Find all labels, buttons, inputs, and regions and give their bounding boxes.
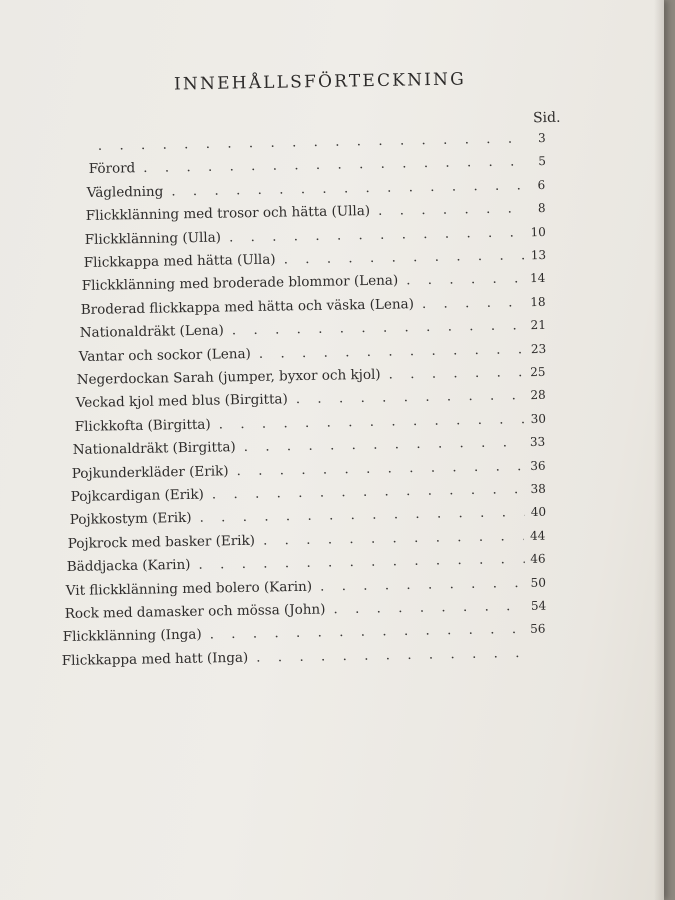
toc-entry-page-number: 18 (530, 294, 546, 309)
toc-entry-page-number: 36 (530, 458, 546, 473)
toc-entry-page-number: 28 (530, 388, 546, 403)
toc-leader-dots (256, 645, 526, 666)
toc-leader-dots (244, 434, 525, 455)
toc-leader-dots (232, 317, 525, 338)
toc-entry-page-number: 21 (530, 318, 546, 333)
toc-entry (73, 434, 546, 462)
toc-entry-page-number: 10 (530, 224, 546, 239)
toc-entry (62, 644, 546, 672)
toc-entry (79, 317, 545, 345)
toc-entry-title: Pojkrock med basker (Erik) (68, 532, 256, 552)
toc-entry-title: Vantar och sockor (Lena) (78, 345, 251, 365)
toc-leader-dots (258, 341, 524, 362)
toc-entry-page-number: 25 (530, 364, 546, 380)
toc-entry-page-number: 5 (537, 154, 546, 169)
toc-leader-dots (218, 411, 524, 432)
toc-entry-title: Vit flickklänning med bolero (Karin) (65, 578, 313, 599)
toc-leader-dots (296, 388, 525, 408)
toc-leader-dots (263, 528, 524, 549)
toc-entry-page-number: 13 (530, 247, 546, 263)
toc-leader-dots (198, 551, 524, 573)
toc-leader-dots (172, 177, 526, 199)
toc-entry-title: Förord (88, 160, 136, 178)
toc-entry-title: Nationaldräkt (Lena) (79, 322, 224, 342)
toc-entry-page-number: 30 (530, 411, 546, 426)
toc-entry-title: Flickklänning med trosor och hätta (Ulla) (85, 203, 371, 225)
toc-leader-dots (229, 224, 525, 245)
toc-entry-title: Flickkofta (Birgitta) (74, 416, 211, 435)
toc-leader-dots (389, 364, 525, 382)
toc-entry-page-number: 33 (530, 434, 546, 450)
toc-entry-page-number: 14 (530, 271, 546, 286)
toc-leader-dots (212, 481, 525, 502)
toc-entry-title: Rock med damasker och mössa (John) (64, 601, 326, 623)
toc-leader-dots (98, 130, 526, 153)
toc-entry-title: Bäddjacka (Karin) (66, 557, 191, 576)
toc-entry-page-number: 50 (530, 575, 546, 590)
toc-entry-title: Flickklänning med broderade blommor (Lena) (82, 272, 399, 295)
toc-leader-dots (237, 458, 525, 479)
toc-entry-title: Pojkcardigan (Erik) (70, 486, 204, 506)
toc-entry-page-number: 8 (537, 201, 546, 216)
toc-entry-page-number: 38 (530, 481, 546, 496)
page-column-label: Sid. (532, 109, 561, 127)
toc-entry-page-number: 44 (530, 528, 546, 543)
toc-leader-dots (283, 247, 524, 267)
toc-entry-title: Pojkkostym (Erik) (69, 510, 192, 529)
toc-entry-title: Broderad flickkappa med hätta och väska (Lena) (80, 295, 415, 318)
toc-entry-page-number: 23 (530, 341, 546, 356)
toc-entry-title: Flickkappa med hatt (Inga) (61, 649, 249, 669)
toc-entry-page-number: 46 (530, 551, 546, 567)
toc-leader-dots (210, 621, 525, 642)
toc-entry-title: Vägledning (87, 183, 164, 201)
toc-entry-page-number: 3 (537, 131, 546, 146)
toc-leader-dots (422, 294, 525, 312)
toc-entry-page-number: 56 (530, 621, 546, 637)
page-title: INNEHÅLLSFÖRTECKNING (173, 69, 467, 95)
toc-entry-title: Flickklänning (Ulla) (84, 229, 222, 248)
toc-entry (86, 200, 546, 228)
toc-leader-dots (333, 598, 525, 617)
toc-entry-title: Pojkunderkläder (Erik) (71, 462, 229, 482)
toc-entry-title: Negerdockan Sarah (jumper, byxor och kjol) (76, 366, 382, 389)
toc-entry-page-number: 6 (537, 177, 546, 192)
toc-entry-page-number: 54 (530, 598, 546, 613)
toc-entry-title: Veckad kjol med blus (Birgitta) (75, 391, 288, 412)
toc-leader-dots (378, 201, 526, 220)
toc-entry-title: Flickkappa med hätta (Ulla) (83, 251, 276, 272)
toc-entry-title: Nationaldräkt (Birgitta) (73, 439, 237, 459)
toc-leader-dots (143, 154, 526, 177)
toc-leader-dots (406, 271, 524, 289)
toc-entry-title: Flickklänning (Inga) (62, 626, 203, 646)
toc-leader-dots (320, 575, 525, 595)
toc-leader-dots (199, 504, 525, 526)
toc-entry-page-number: 40 (530, 505, 546, 520)
